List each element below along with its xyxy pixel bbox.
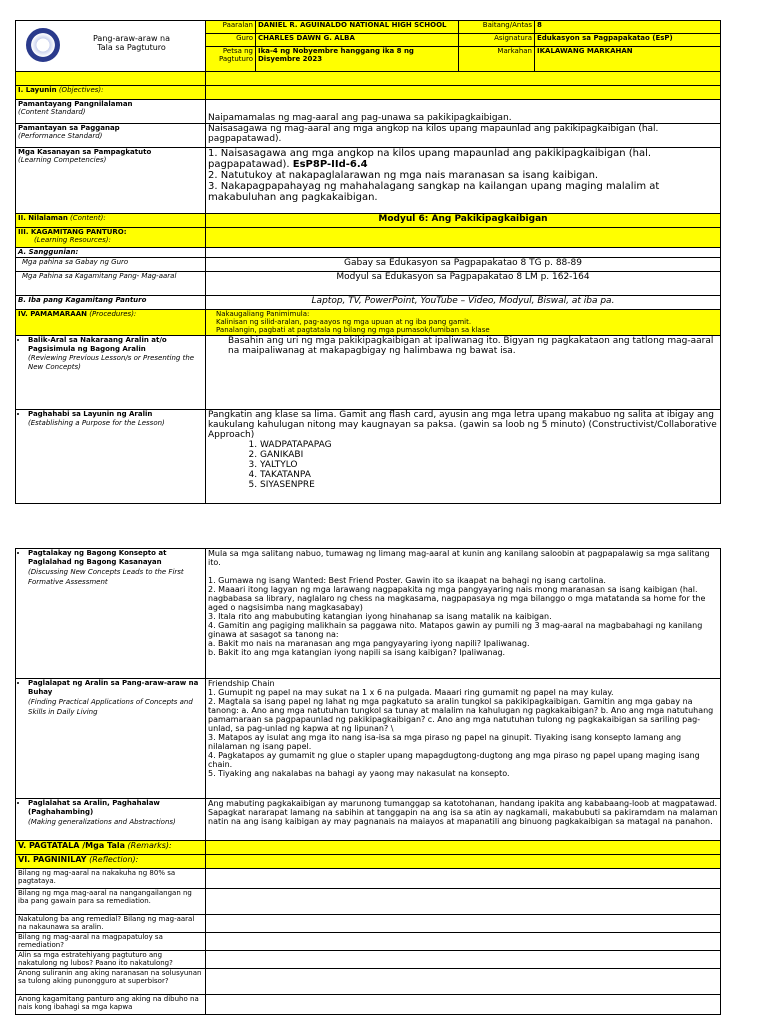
gabay-value: Gabay sa Edukasyon sa Pagpapakatao 8 TG p. 88-89 xyxy=(206,258,721,272)
list-item: 5. SIYASENPRE xyxy=(260,480,718,490)
jumbled-word-list xyxy=(208,440,718,490)
list-item: 3. YALTYLO xyxy=(260,460,718,470)
paghahabi-value: Pangkatin ang klase sa lima. Gamit ang flash card, ayusin ang mga letra upang makabuo ng salita at ibigay ang kaukulang kahulugan nitong may kaugnayan sa paksa. (gawin sa loob ng 5 minuto) (Constructivist/Collaborative Approach) 1. WADPATAPAPAG 2. GANIKABI 3. YALTYLO 4. TAKATANPA 5. SIYASENPRE xyxy=(206,410,721,504)
header-logo-cell xyxy=(16,21,206,72)
pagtalakay-value: Mula sa mga salitang nabuo, tumawag ng limang mag-aaral at kunin ang kanilang saloobin at pagpapalawig sa mga salitang ito. 1. Gumawa ng isang Wanted: Best Friend Poster. Gawin ito sa ikaapat na bahagi ng isang cartolina. 2. Maaari itong lagyan ng mga larawang nagpapakita ng mga pangyayaring nais mong maranasan sa isang kaibigan (hal. nagbabasa sa library, naglalaro ng chess na magkasama, nagpapasaya ng mga bilanggo o mga matatanda sa home for the aged o nagsisimba nang magkasabay) 3. Itala rito ang mabubuting katangian iyong hinahanap sa isang matalik na kaibigan. 4. Gamitin ang pagiging malikhain sa paggawa nito. Matapos gawin ay pumili ng 3 mag-aaral na magbabahagi ng kanilang ginawa at sasagot sa tanong na: a. Bakit mo nais na maranasan ang mga pangyayaring iyong napili? Ipaliwanag. b. Bakit ito ang mga katangian iyong napili sa isang kaibigan? Ipaliwanag. xyxy=(206,549,721,679)
nakaugaliang-panimula: Nakaugaliang Panimimula: Kalinisan ng silid-aralan, pag-aayos ng mga upuan at ng iba pang gamit. Panalangin, pagbati at pagtatala ng bilang ng mga pumasok/lumiban sa klase xyxy=(206,310,721,336)
sanggunian-label: A. Sanggunian: xyxy=(16,248,206,258)
pagtatala-value xyxy=(206,841,721,855)
kasanayan-value: 1. Naisasagawa ang mga angkop na kilos upang mapaunlad ang pakikipagkaibigan (hal. pagpapatawad). EsP8P-IId-6.4 2. Natutukoy at nakapaglalarawan ng mga nais maranasan sa isang kaibigan. 3. Nakapagpapahayag ng mahahalagang sangkap na kailangan upang maging malalim at makabuluhan ang pagkakaibigan. xyxy=(206,148,721,214)
pagtalakay-label-cell: • Pagtalakay ng Bagong Konsepto at Paglalahad ng Bagong Kasanayan (Discussing New Concepts Leads to the First Formative Assessment xyxy=(16,549,206,679)
pangnilalaman-value: Naipamamalas ng mag-aaral ang pag-unawa sa pakikipagkaibigan. xyxy=(206,100,721,124)
paaralan-label: Paaralan xyxy=(206,21,256,34)
paaralan-value: DANIEL R. AGUINALDO NATIONAL HIGH SCHOOL xyxy=(256,21,459,34)
kasanayan-label-cell: Mga Kasanayan sa Pampagkatuto (Learning Competencies) xyxy=(16,148,206,214)
competency-code: EsP8P-IId-6.4 xyxy=(292,159,368,170)
paglalahat-label-cell: • Paglalahat sa Aralin, Paghahalaw (Paghahambing) (Making generalizations and Abstractions) xyxy=(16,799,206,841)
pagtatala-heading: V. PAGTATALA /Mga Tala (Remarks): xyxy=(16,841,206,855)
pagninilay-heading: VI. PAGNINILAY (Reflection): xyxy=(16,855,206,869)
list-item: 4. TAKATANPA xyxy=(260,470,718,480)
pagninilay-item: Alin sa mga estratehiyang pagtuturo ang nakatulong ng lubos? Paano ito nakatulong? xyxy=(16,951,206,969)
spacer-right xyxy=(206,72,721,86)
pagninilay-item: Anong suliranin ang aking naranasan na solusyunan sa tulong aking punongguro at superbisor? xyxy=(16,969,206,995)
gabay-label: Mga pahina sa Gabay ng Guro xyxy=(16,258,206,272)
balik-aral-label-cell: • Balik-Aral sa Nakaraang Aralin at/o Pagsisimula ng Bagong Aralin (Reviewing Previous Lesson/s or Presenting the New Concepts) xyxy=(16,336,206,410)
list-item: 1. WADPATAPAPAG xyxy=(260,440,718,450)
paghahabi-label-cell: • Paghahabi sa Layunin ng Aralin (Establishing a Purpose for the Lesson) xyxy=(16,410,206,504)
paglalahat-value: Ang mabuting pagkakaibigan ay marunong tumanggap sa katotohanan, handang ipakita ang kababaang-loob at magpatawad. Sapagkat nararapat lamang na sabihin at tanggapin na ang isa sa atin ay nagkamali, makabubuti sa pakiramdam na malaman natin na ang isang kaibigan ay may pagnanais na maiayos at mapanatili ang binuong pagkakaibigan sa matagal na panahon. xyxy=(206,799,721,841)
pagganap-value: Naisasagawa ng mag-aaral ang mga angkop na kilos upang mapaunlad ang pakikipagkaibigan (hal. pagpapatawad). xyxy=(206,124,721,148)
pagninilay-item: Bilang ng mag-aaral na magpapatuloy sa remediation? xyxy=(16,933,206,951)
lesson-plan-table-page-1 xyxy=(15,20,721,504)
baitang-label: Baitang/Antas xyxy=(459,21,535,34)
list-item: 2. GANIKABI xyxy=(260,450,718,460)
nilalaman-heading: II. Nilalaman (Content): xyxy=(16,214,206,228)
markahan-label: Markahan xyxy=(459,47,535,72)
guro-label: Guro xyxy=(206,34,256,47)
pagninilay-item: Bilang ng mag-aaral na nakakuha ng 80% sa pagtataya. xyxy=(16,869,206,889)
guro-value: CHARLES DAWN G. ALBA xyxy=(256,34,459,47)
kagamitan-heading: III. KAGAMITANG PANTURO: (Learning Resources): xyxy=(16,228,206,248)
mag-aaral-value: Modyul sa Edukasyon sa Pagpapakatao 8 LM p. 162-164 xyxy=(206,272,721,296)
pagninilay-item: Nakatulong ba ang remedial? Bilang ng mag-aaral na nakaunawa sa aralin. xyxy=(16,915,206,933)
nilalaman-value: Modyul 6: Ang Pakikipagkaibigan xyxy=(206,214,721,228)
spacer-left xyxy=(16,72,206,86)
iba-label: B. Iba pang Kagamitang Panturo xyxy=(16,296,206,310)
markahan-value: IKALAWANG MARKAHAN xyxy=(535,47,721,72)
paglalapat-label-cell: • Paglalapat ng Aralin sa Pang-araw-araw na Buhay (Finding Practical Applications of Concepts and Skills in Daily Living xyxy=(16,679,206,799)
pagninilay-item: Anong kagamitang panturo ang aking na dibuho na nais kong ibahagi sa mga kapwa xyxy=(16,995,206,1015)
asignatura-value: Edukasyon sa Pagpapakatao (EsP) xyxy=(535,34,721,47)
petsa-value: Ika-4 ng Nobyembre hanggang ika 8 ng Disyembre 2023 xyxy=(256,47,459,72)
document-title: Pang-araw-araw na Tala sa Pagtuturo xyxy=(92,34,171,52)
asignatura-label: Asignatura xyxy=(459,34,535,47)
deped-seal-icon xyxy=(26,28,60,62)
mag-aaral-label: Mga Pahina sa Kagamitang Pang- Mag-aaral xyxy=(16,272,206,296)
pamamaraan-heading: IV. PAMAMARAAN (Procedures): xyxy=(16,310,206,336)
lesson-plan-table-page-2 xyxy=(15,548,721,1015)
petsa-label: Petsa ng Pagtuturo xyxy=(206,47,256,72)
balik-aral-value: Basahin ang uri ng mga pakikipagkaibigan at ipaliwanag ito. Bigyan ng pagkakataon ang tatlong mag-aaral na maipaliwanag at makapagbigay ng halimbawa ng bawat isa. xyxy=(206,336,721,410)
paglalapat-value: Friendship Chain 1. Gumupit ng papel na may sukat na 1 x 6 na pulgada. Maaari ring gumamit ng papel na may kulay. 2. Magtala sa isang papel ng lahat ng mga pagkatuto sa aralin tungkol sa pakikipagkaibigan. Gamitin ang mga gabay na tanong: a. Ano ang mga natutuhan tungkol sa tunay at malalim na kahulugan ng pagkakaibigan? b. Ano ang mga natutuhang pamamaraan sa pagpapaunlad ng pakikipagkaibigan? c. Ano ang mga natutuhan tulong ng pagkakaibigan sa sariling pag-unlad, sa pag-unlad ng kapwa at ng lipunan? \ 3. Matapos ay isulat ang mga ito nang isa-isa sa mga piraso ng papel na ginupit. Tiyaking isang konsepto lamang ang nilalaman ng isang papel. 4. Pagkatapos ay gumamit ng glue o stapler upang mapagdugtong-dugtong ang mga piraso ng papel upang maging isang chain. 5. Tiyaking ang nakalabas na bahagi ay yaong may nakasulat na konsepto. xyxy=(206,679,721,799)
pagninilay-item: Bilang ng mga mag-aaral na nangangailangan ng iba pang gawain para sa remediation. xyxy=(16,889,206,915)
pangnilalaman-label-cell: Pamantayang Pangnilalaman (Content Standard) xyxy=(16,100,206,124)
baitang-value: 8 xyxy=(535,21,721,34)
iba-value: Laptop, TV, PowerPoint, YouTube – Video, Modyul, Biswal, at iba pa. xyxy=(206,296,721,310)
pagganap-label-cell: Pamantayan sa Pagganap (Performance Standard) xyxy=(16,124,206,148)
layunin-heading: I. Layunin (Objectives): xyxy=(16,86,206,100)
